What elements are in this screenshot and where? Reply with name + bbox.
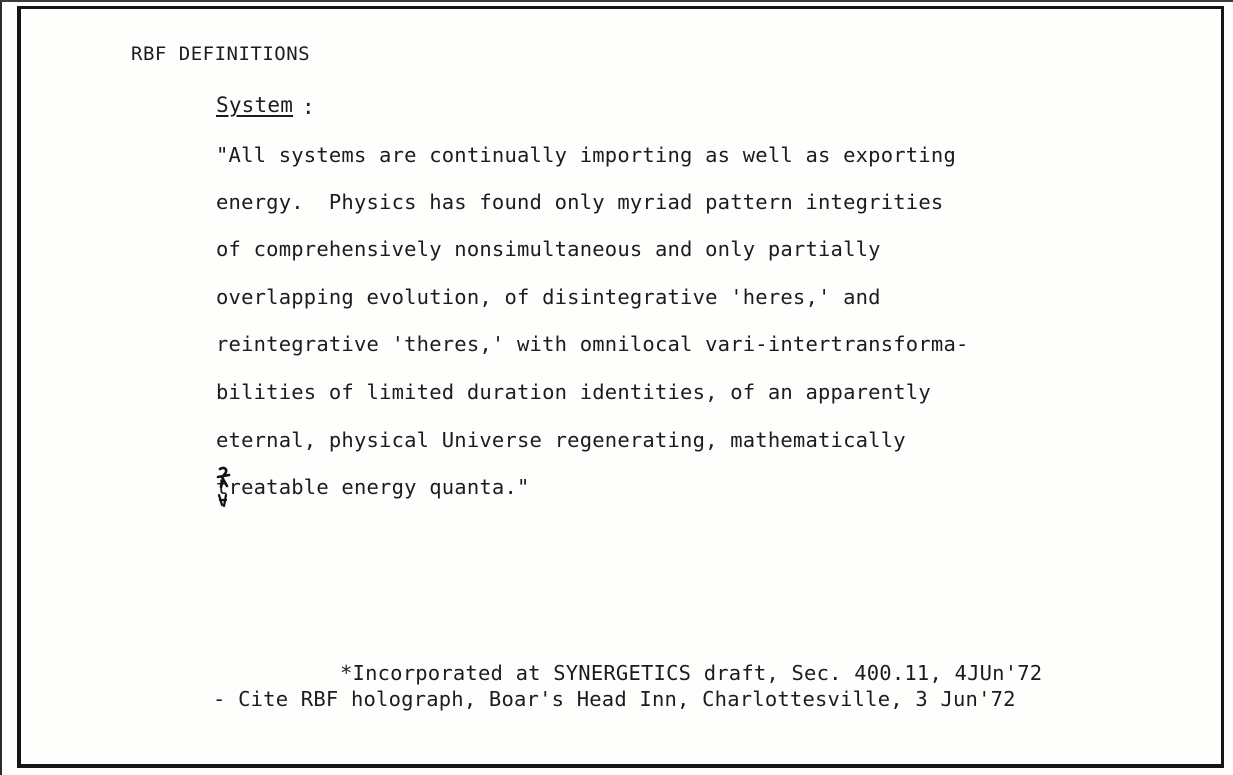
asterisk-mark-icon — [214, 465, 234, 509]
definition-term: System — [216, 93, 294, 117]
quote-line: eternal, physical Universe regenerating, mathematically — [216, 428, 906, 452]
citation: - Cite RBF holograph, Boar's Head Inn, Charlottesville, 3 Jun'72 — [213, 687, 1016, 711]
quote-line: energy. Physics has found only myriad pattern integrities — [216, 190, 944, 214]
page-edge-left — [0, 0, 2, 775]
quote-line: overlapping evolution, of disintegrative 'heres,' and — [216, 285, 881, 309]
quote-line: bilities of limited duration identities, of an apparently — [216, 380, 931, 404]
quote-line: reintegrative 'theres,' with omnilocal vari-intertransforma- — [216, 332, 969, 356]
definition-term-colon: : — [302, 95, 315, 119]
quote-line: "All systems are continually importing as well as exporting — [216, 143, 956, 167]
quote-line: treatable energy quanta." — [216, 475, 530, 499]
page-title: RBF DEFINITIONS — [131, 43, 311, 65]
page-edge-top — [0, 0, 1233, 2]
quote-line: of comprehensively nonsimultaneous and only partially — [216, 237, 881, 261]
footnote: *Incorporated at SYNERGETICS draft, Sec. 400.11, 4JUn'72 — [340, 661, 1043, 685]
